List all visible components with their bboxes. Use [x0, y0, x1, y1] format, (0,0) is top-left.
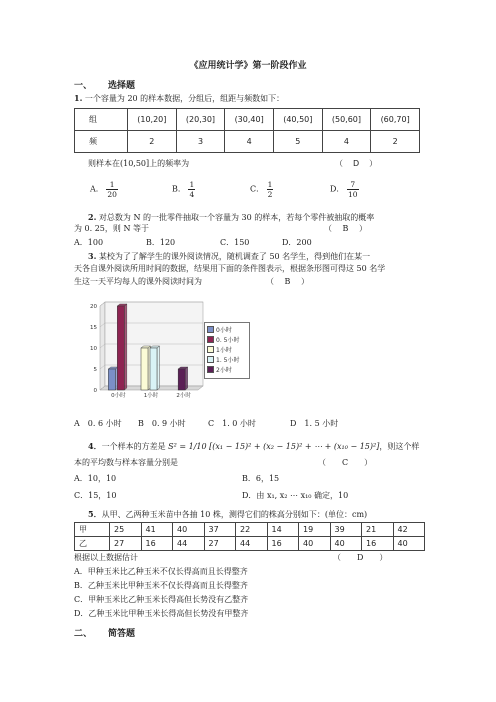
bar-side [157, 346, 160, 390]
section2-number: 二、 [74, 629, 93, 639]
q2-option-d: D．200 [282, 238, 312, 247]
legend-label: 1小时 [216, 346, 232, 354]
fraction: $\frac{1}{4}$ [189, 180, 195, 199]
q1-stem [74, 92, 284, 105]
q5-cell: 39 [330, 523, 362, 537]
q2-line1: 2. 对总数为 N 的一批零件抽取一个容量为 30 的样本，若每个零件被抽取的概率 [88, 212, 375, 222]
y-tick-label: 0 [93, 388, 97, 394]
q5-option-a: A．甲种玉米比乙种玉米不仅长得高而且长得整齐 [74, 567, 248, 576]
bar [178, 369, 185, 390]
q1-freq-cell: 2 [371, 131, 420, 153]
table-row [75, 523, 425, 537]
y-tick-label: 10 [90, 346, 97, 352]
q5-cell: 40 [173, 523, 205, 537]
q5-cell: 16 [141, 537, 173, 551]
q1-frequency-table [74, 108, 420, 153]
q3-line3: 生这一天平均每人的课外阅读时间为 [74, 277, 202, 286]
q1-freq-cell: 5 [273, 131, 322, 153]
q5-cell: 44 [173, 537, 205, 551]
legend-label: 2小时 [216, 366, 232, 374]
legend-item [207, 344, 249, 354]
legend-item [207, 334, 249, 344]
q3-option-d: D 1. 5 小时 [290, 419, 339, 428]
q5-cell: 19 [299, 523, 331, 537]
q1-group-cell: (20,30] [176, 109, 225, 131]
q3-option-a: A 0. 6 小时 [74, 419, 122, 428]
q5-answer: （ D ） [333, 553, 388, 562]
q1-option-b: B． $\frac{1}{4}$ [172, 180, 195, 199]
q1-option-a: A． $\frac{1}{20}$ [90, 180, 117, 199]
q5-row-label-yi: 乙 [75, 537, 110, 551]
legend-item [207, 324, 249, 334]
page-title: 《应用统计学》第一阶段作业 [189, 61, 307, 71]
section1-number: 一、 [74, 81, 93, 91]
q1-group-cell: (10,20] [128, 109, 177, 131]
q3-option-c: C 1. 0 小时 [208, 419, 256, 428]
legend-swatch [207, 356, 214, 363]
q1-group-cell: (40,50] [273, 109, 322, 131]
q5-height-table [74, 522, 425, 551]
q5-cell: 22 [236, 523, 268, 537]
fraction: $\frac{1}{2}$ [267, 180, 273, 199]
q1-answer-letter: D [353, 159, 360, 168]
q1-row-label-freq: 频 [75, 131, 128, 153]
fraction: $\frac{1}{20}$ [107, 180, 117, 199]
q5-stem: 5．从甲、乙两种玉米苗中各抽 10 株，测得它们的株高分别如下：(单位：cm) [88, 509, 368, 519]
y-tick-label: 5 [93, 367, 97, 373]
q4-line1: 4．一个样本的方差是 S² = 1/10 [(x₁ − 15)² + (x₂ − 15)² + ⋯ + (x₁₀ − 15)²]，则这个样 [88, 441, 420, 451]
legend-item [207, 354, 249, 364]
q2-option-c: C．150 [220, 238, 250, 247]
q1-row-label-group: 组 [75, 109, 128, 131]
chart-legend [204, 322, 250, 379]
x-tick-label: 1小时 [143, 393, 159, 399]
q5-cell: 16 [362, 537, 394, 551]
legend-swatch [207, 366, 214, 373]
q1-freq-cell: 4 [225, 131, 274, 153]
q5-cell: 21 [362, 523, 394, 537]
q5-cell: 40 [393, 537, 425, 551]
q5-cell: 42 [393, 523, 425, 537]
q5-cell: 27 [204, 537, 236, 551]
q2-option-b: B．120 [146, 238, 176, 247]
q1-group-cell: (50,60] [322, 109, 371, 131]
q1-ask: 则样本在(10,50]上的频率为 [88, 159, 190, 168]
legend-label: 1. 5小时 [216, 356, 240, 364]
bar [108, 369, 115, 390]
x-tick-label: 0小时 [111, 393, 126, 399]
y-tick-label: 20 [90, 304, 97, 310]
q5-row-label-jia: 甲 [75, 523, 110, 537]
q2-answer: （ B ） [324, 224, 367, 233]
q2-option-a: A．100 [74, 238, 104, 247]
x-tick-label: 2小时 [176, 393, 191, 399]
q4-option-a: A．10，10 [74, 474, 117, 483]
legend-swatch [207, 326, 214, 333]
q1-freq-cell: 2 [128, 131, 177, 153]
bar-side [124, 304, 127, 390]
q1-answer: （ D ） [335, 159, 378, 168]
bar [141, 348, 148, 390]
y-tick-label: 15 [90, 325, 97, 331]
q2-line2: 为 0. 25，则 N 等于 [74, 224, 149, 233]
q3-answer: （ B ） [266, 277, 309, 286]
q1-number: 1. [74, 93, 83, 103]
q5-option-b: B．乙种玉米比甲种玉米不仅长得高而且长得整齐 [74, 581, 248, 590]
q5-cell: 37 [204, 523, 236, 537]
q5-option-d: D．乙种玉米比甲种玉米长得高但长势没有甲整齐 [74, 609, 249, 618]
q5-cell: 16 [267, 537, 299, 551]
legend-swatch [207, 336, 214, 343]
bar [117, 306, 124, 390]
section2-label: 简答题 [108, 629, 136, 639]
q5-cell: 14 [267, 523, 299, 537]
q5-cell: 44 [236, 537, 268, 551]
q3-line2: 天各自课外阅读所用时间的数据，结果用下面的条件图表示，根据条形图可得这 50 名学 [74, 264, 386, 273]
q3-option-b: B 0. 9 小时 [138, 419, 186, 428]
q5-cell: 40 [330, 537, 362, 551]
fraction: $\frac{7}{10}$ [347, 180, 358, 199]
q1-group-cell: (60,70] [371, 109, 420, 131]
q4-option-d: D．由 x₁, x₂ ⋯ x₁₀ 确定，10 [242, 491, 349, 500]
q5-ask: 根据以上数据估计 [74, 553, 138, 562]
section1-label: 选择题 [108, 81, 136, 91]
q1-freq-cell: 4 [322, 131, 371, 153]
q1-text: 一个容量为 20 的样本数据，分组后，组距与频数如下： [84, 94, 285, 103]
table-row [75, 131, 420, 153]
q1-freq-cell: 3 [176, 131, 225, 153]
q4-option-b: B．6，15 [242, 474, 280, 483]
q3-line1: 3. 某校为了了解学生的课外阅读情况，随机调查了 50 名学生，得到他们在某一 [88, 251, 371, 261]
q4-option-c: C．15，10 [74, 491, 117, 500]
q1-option-d: D． $\frac{7}{10}$ [330, 180, 358, 199]
q5-cell: 27 [110, 537, 142, 551]
legend-swatch [207, 346, 214, 353]
bar [150, 348, 157, 390]
q4-variance-formula: S² = 1/10 [(x₁ − 15)² + (x₂ − 15)² + ⋯ + (x₁₀ − 15)²] [168, 442, 380, 451]
q5-option-c: C．甲种玉米比乙种玉米长得高但长势没有乙整齐 [74, 595, 249, 604]
table-row [75, 109, 420, 131]
q5-cell: 25 [110, 523, 142, 537]
q4-line2: 本的平均数与样本容量分别是 [74, 458, 178, 467]
bar-side [185, 367, 188, 390]
q4-answer: （ C ） [318, 458, 373, 467]
legend-label: 0小时 [216, 326, 232, 334]
q5-cell: 41 [141, 523, 173, 537]
legend-label: 0. 5小时 [216, 336, 240, 344]
q5-cell: 40 [299, 537, 331, 551]
q1-option-c: C． $\frac{1}{2}$ [250, 180, 273, 199]
q1-group-cell: (30,40] [225, 109, 274, 131]
table-row [75, 537, 425, 551]
legend-item [207, 364, 249, 374]
